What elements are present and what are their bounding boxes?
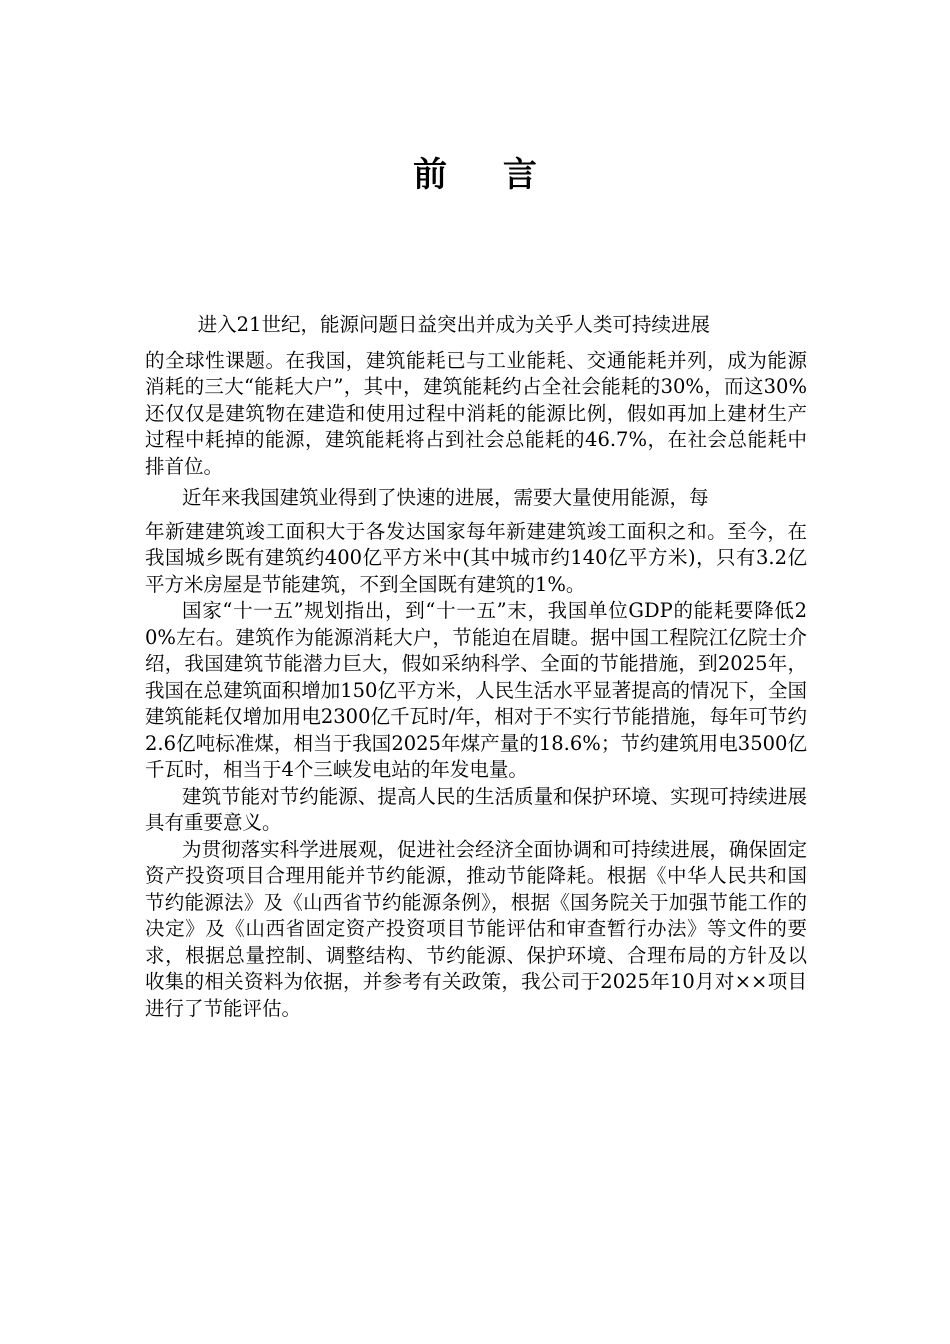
body-text [145, 312, 807, 1022]
paragraph-4: 建筑节能对节约能源、提高人民的生活质量和保护环境、实现可持续进展具有重要意义。 [145, 784, 807, 834]
paragraph-2-first-line: 近年来我国建筑业得到了快速的进展，需要大量使用能源，每 [182, 486, 709, 509]
paragraph-3: 国家“十一五”规划指出，到“十一五”末，我国单位GDP的能耗要降低20%左右。建筑作为能源消耗大户，节能迫在眉睫。据中国工程院江亿院士介绍，我国建筑节能潜力巨大，假如采纳科学、全面的节能措施，到2025年，我国在总建筑面积增加150亿平方米，人民生活水平显著提高的情况下，全国建筑能耗仅增加用电2300亿千瓦时/年，相对于不实行节能措施，每年可节约2.6亿吨标准煤，相当于我国2025年煤产量的18.6%；节约建筑用电3500亿千瓦时，相当于4个三峡发电站的年发电量。 [145, 599, 807, 781]
paragraph-2-rest: 年新建建筑竣工面积大于各发达国家每年新建建筑竣工面积之和。至今，在我国城乡既有建筑约400亿平方米中(其中城市约140亿平方米)，只有3.2亿平方米房屋是节能建筑，不到全国既有建筑的1%。 [145, 519, 807, 596]
paragraph-1-first-line: 进入21世纪，能源问题日益突出并成为关乎人类可持续进展 [197, 313, 710, 336]
paragraph-2 [145, 485, 807, 598]
page-title: 前 言 [413, 155, 559, 195]
paragraph-1 [145, 312, 807, 480]
paragraph-1-rest: 的全球性课题。在我国，建筑能耗已与工业能耗、交通能耗并列，成为能源消耗的三大“能耗大户”，其中，建筑能耗约占全社会能耗的30%，而这30%还仅仅是建筑物在建造和使用过程中消耗的能源比例，假如再加上建材生产过程中耗掉的能源，建筑能耗将占到社会总能耗的46.7%，在社会总能耗中排首位。 [145, 348, 807, 478]
paragraph-5: 为贯彻落实科学进展观，促进社会经济全面协调和可持续进展，确保固定资产投资项目合理用能并节约能源，推动节能降耗。根据《中华人民共和国节约能源法》及《山西省节约能源条例》，根据《国务院关于加强节能工作的决定》及《山西省固定资产投资项目节能评估和审查暂行办法》等文件的要求，根据总量控制、调整结构、节约能源、保护环境、合理布局的方针及以收集的相关资料为依据，并参考有关政策，我公司于2025年10月对××项目进行了节能评估。 [145, 837, 807, 1020]
